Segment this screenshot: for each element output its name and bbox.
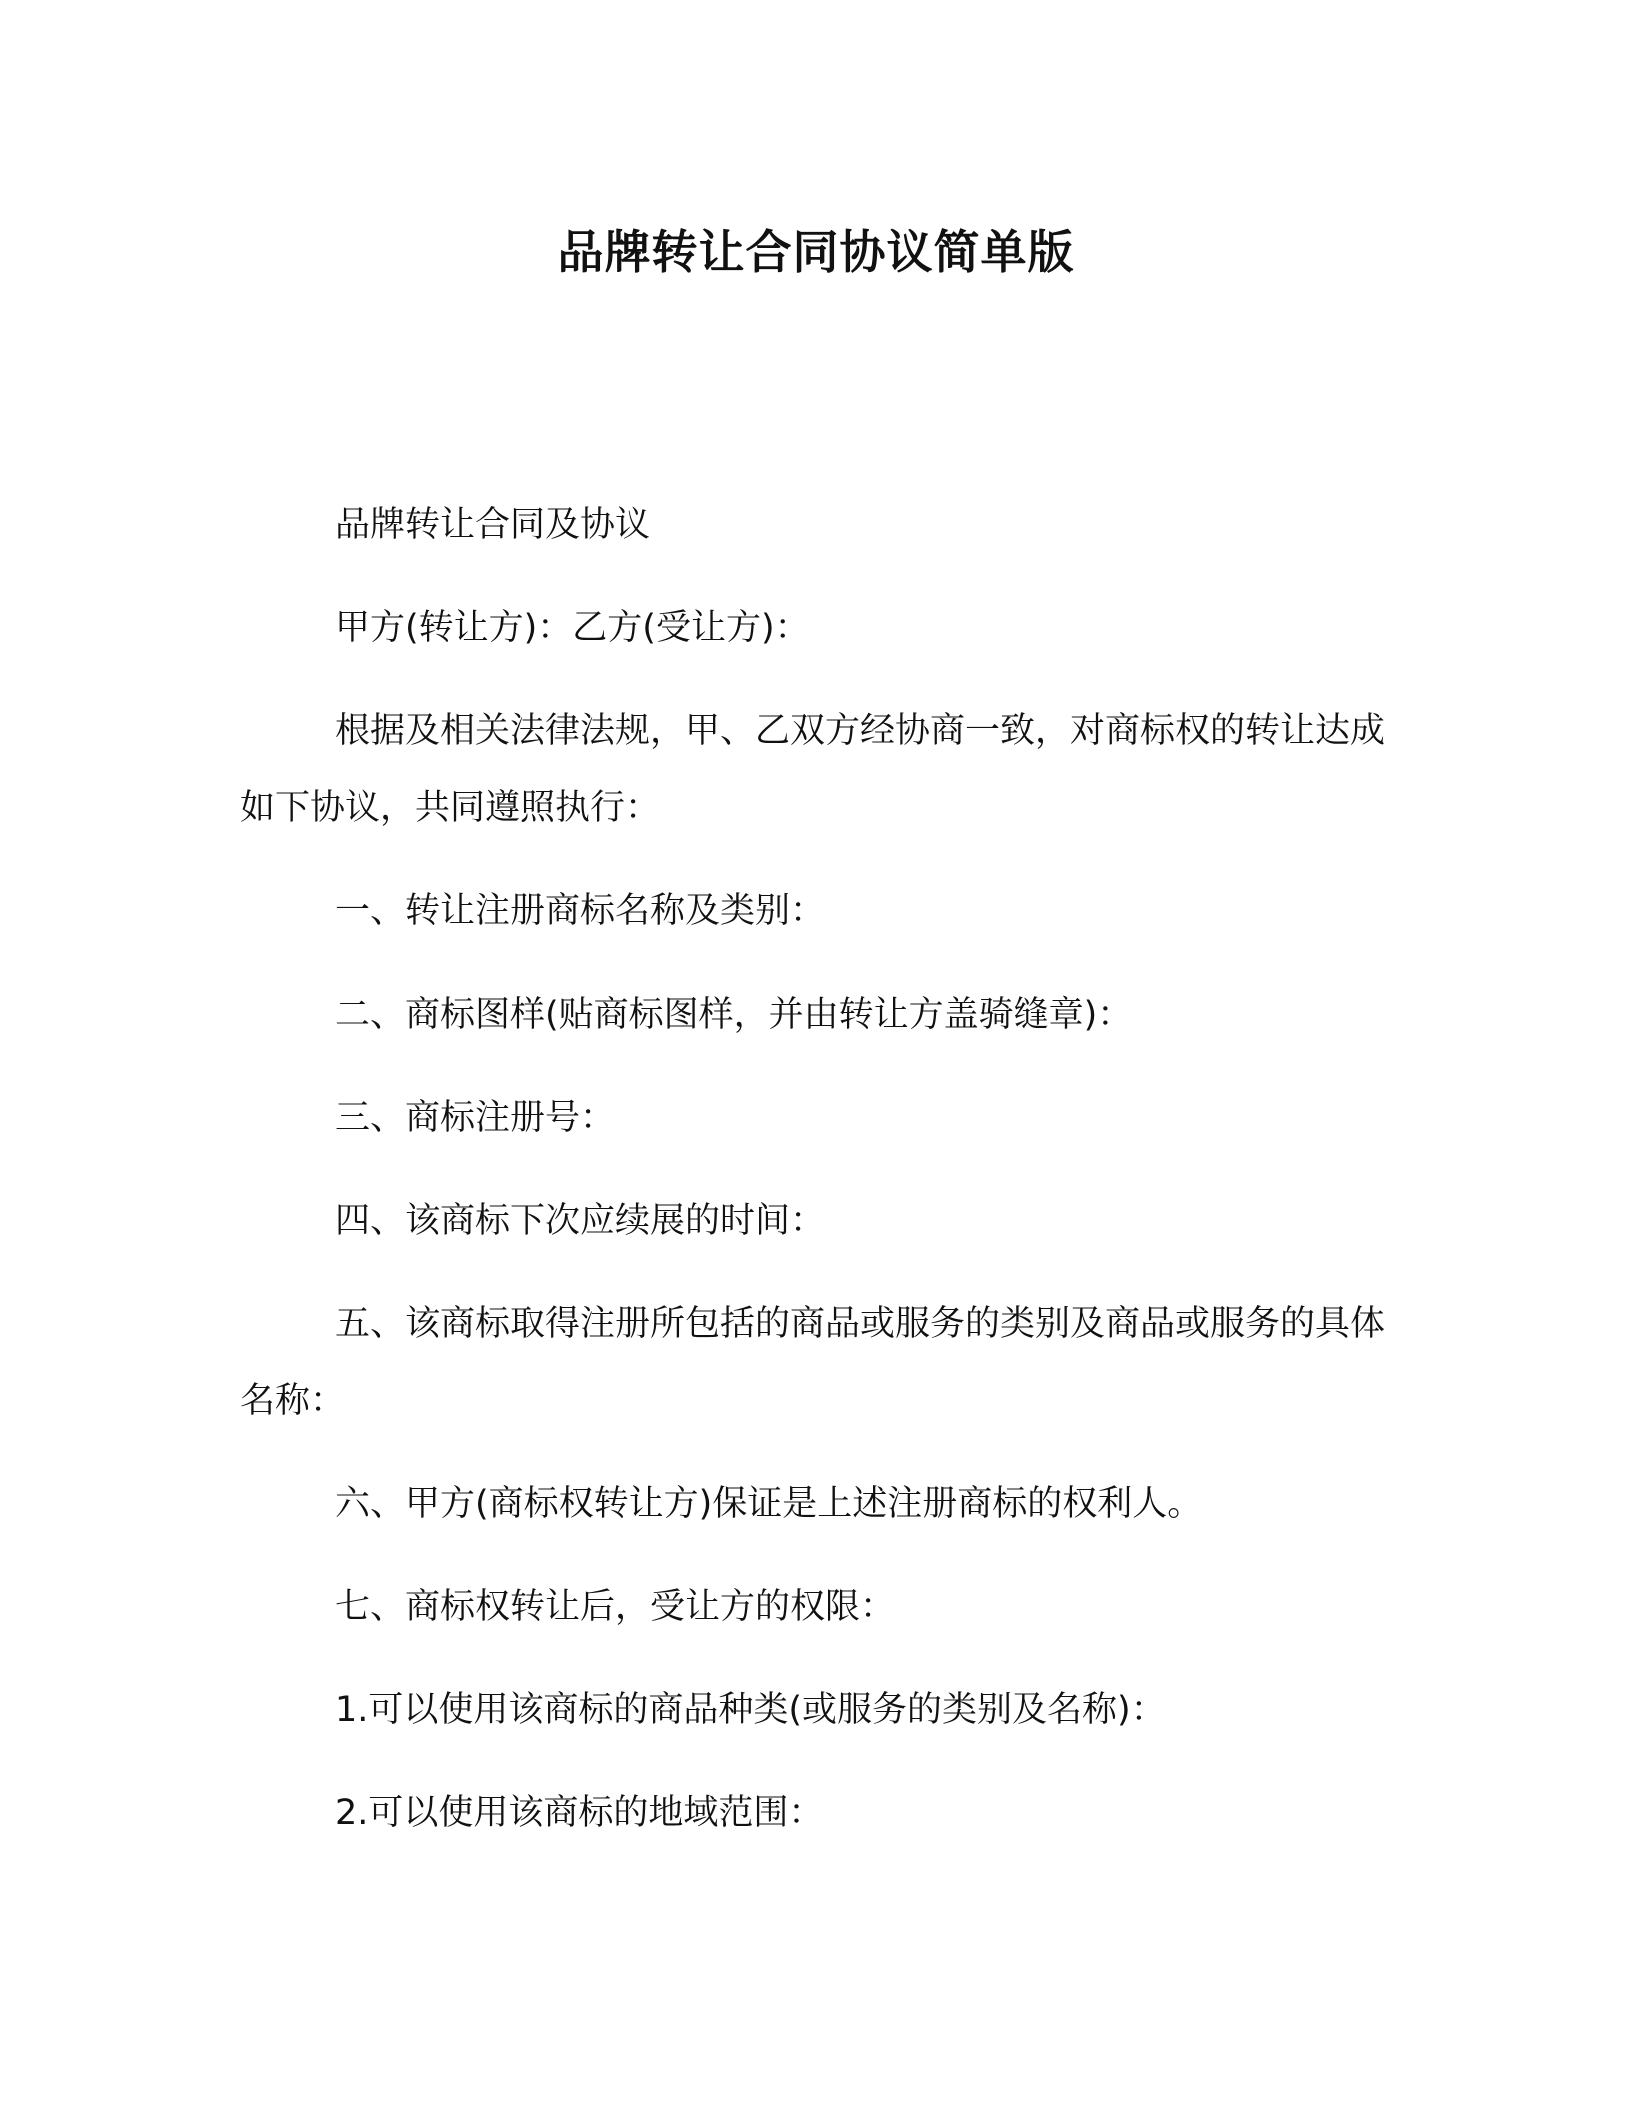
- paragraph-clause-7: 七、商标权转让后，受让方的权限：: [335, 1587, 896, 1627]
- document-title: 品牌转让合同协议简单版: [557, 225, 1075, 279]
- paragraph-clause-5: 五、该商标取得注册所包括的商品或服务的类别及商品或服务的具体名称：: [240, 1304, 1386, 1421]
- paragraph-clause-1: 一、转让注册商标名称及类别：: [335, 891, 826, 931]
- paragraph-clause-7-item-2: 2.可以使用该商标的地域范围：: [335, 1793, 824, 1833]
- paragraph-clause-4: 四、该商标下次应续展的时间：: [335, 1201, 826, 1241]
- paragraph-heading: 品牌转让合同及协议: [335, 505, 651, 545]
- paragraph-parties: 甲方(转让方)：乙方(受让方)：: [335, 608, 810, 648]
- paragraph-preamble: 根据及相关法律法规，甲、乙双方经协商一致，对商标权的转让达成如下协议，共同遵照执行：: [240, 711, 1386, 828]
- paragraph-clause-6: 六、甲方(商标权转让方)保证是上述注册商标的权利人。: [335, 1484, 1203, 1524]
- paragraph-clause-3: 三、商标注册号：: [335, 1098, 616, 1138]
- paragraph-clause-2: 二、商标图样(贴商标图样，并由转让方盖骑缝章)：: [335, 995, 1133, 1035]
- paragraph-clause-7-item-1: 1.可以使用该商标的商品种类(或服务的类别及名称)：: [335, 1690, 1166, 1730]
